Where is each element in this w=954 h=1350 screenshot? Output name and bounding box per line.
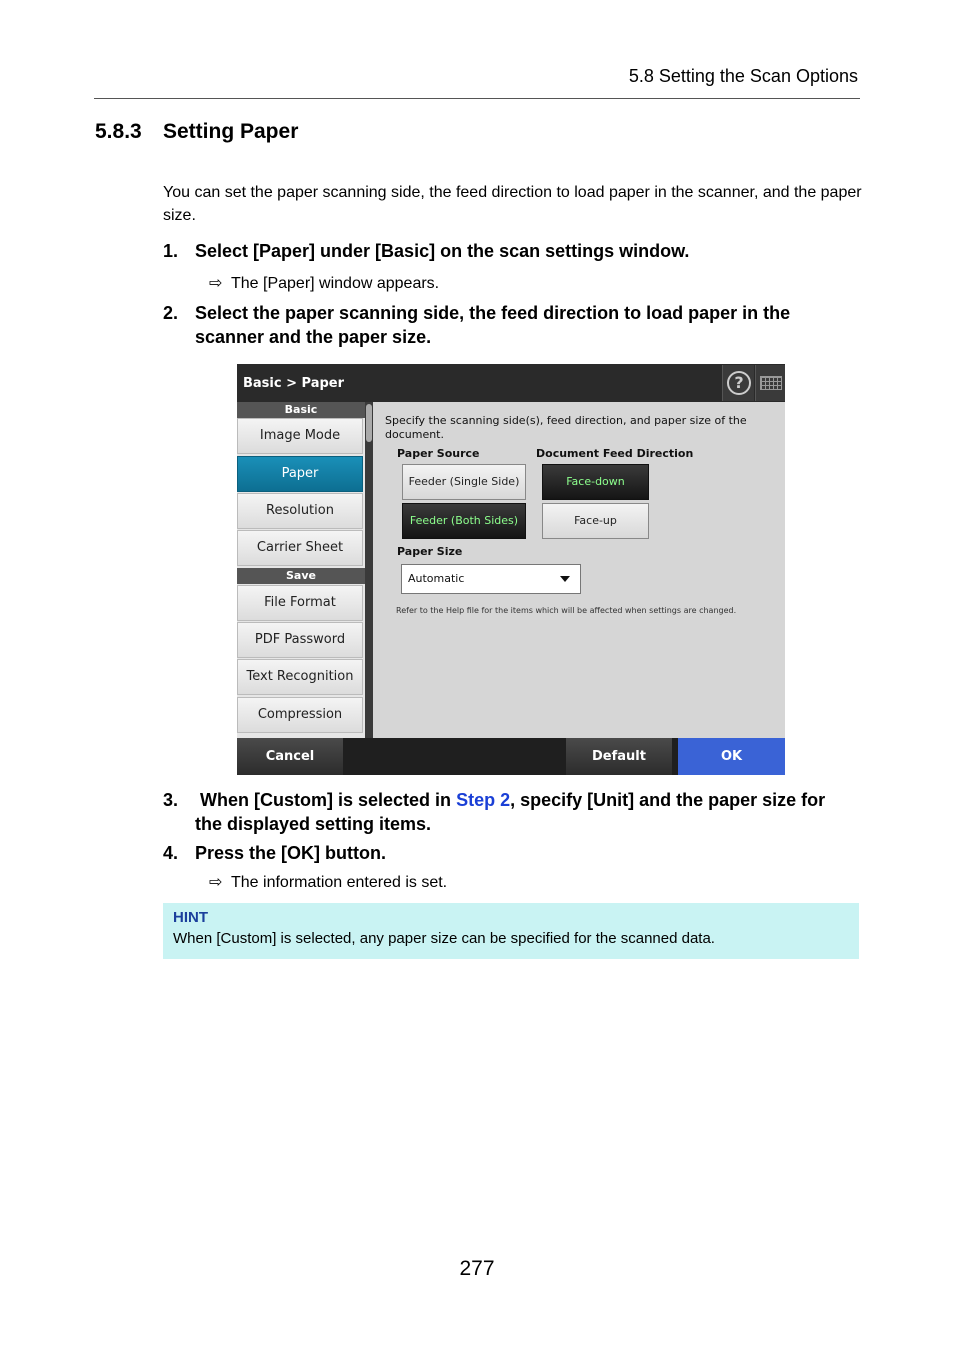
page-number: 277 — [459, 1257, 495, 1280]
header-rule — [94, 98, 860, 99]
step-4 — [163, 841, 853, 865]
chevron-down-icon — [560, 576, 570, 582]
hint-body: When [Custom] is selected, any paper size can be specified for the scanned data. — [173, 930, 715, 947]
running-header: 5.8 Setting the Scan Options — [628, 66, 858, 86]
hint-box — [163, 903, 859, 959]
sidebar-section-basic: Basic — [237, 402, 365, 418]
step-text: Select [Paper] under [Basic] on the scan settings window. — [195, 241, 690, 261]
sidebar-item-paper[interactable]: Paper — [237, 456, 363, 492]
step-4-result — [209, 872, 447, 892]
paper-size-select[interactable] — [401, 564, 581, 594]
result-text: The [Paper] window appears. — [231, 275, 440, 292]
section-heading — [95, 120, 298, 144]
sidebar-item-compression[interactable]: Compression — [237, 697, 363, 733]
step-1-result — [209, 273, 439, 293]
keyboard-icon — [760, 376, 782, 390]
sidebar-item-carrier-sheet[interactable]: Carrier Sheet — [237, 530, 363, 566]
ok-button[interactable]: OK — [678, 738, 785, 775]
result-arrow-icon: ⇨ — [209, 275, 223, 292]
result-arrow-icon: ⇨ — [209, 874, 223, 891]
paper-size-label: Paper Size — [397, 545, 463, 558]
feeder-both-sides-option[interactable]: Feeder (Both Sides) — [402, 503, 526, 539]
hint-title: HINT — [173, 909, 208, 926]
sidebar-item-text-recognition[interactable]: Text Recognition — [237, 659, 363, 695]
step-text: Press the [OK] button. — [195, 843, 387, 863]
face-up-option[interactable]: Face-up — [542, 503, 649, 539]
section-number: 5.8.3 — [95, 120, 142, 143]
step-number: 1. — [163, 241, 179, 261]
help-note: Refer to the Help file for the items which will be affected when settings are changed. — [396, 606, 737, 615]
sidebar-item-image-mode[interactable]: Image Mode — [237, 418, 363, 454]
step-3 — [163, 788, 853, 836]
feeder-single-side-option[interactable]: Feeder (Single Side) — [402, 464, 526, 500]
paper-source-label: Paper Source — [397, 447, 480, 460]
window-title: Basic > Paper — [243, 376, 345, 391]
sidebar-section-save: Save — [237, 568, 365, 584]
paper-settings-panel — [373, 402, 785, 738]
step-2-link[interactable]: Step 2 — [456, 790, 511, 810]
sidebar-item-file-format[interactable]: File Format — [237, 585, 363, 621]
step-text-pre: When [Custom] is selected in — [200, 790, 457, 810]
keyboard-button[interactable] — [755, 365, 785, 401]
sidebar-item-pdf-password[interactable]: PDF Password — [237, 622, 363, 658]
step-text-post: , specify [Unit] and the paper size for the displayed setting items. — [195, 790, 826, 834]
step-2 — [163, 301, 853, 349]
step-number: 2. — [163, 303, 179, 323]
scrollbar-thumb[interactable] — [366, 404, 372, 442]
step-number: 4. — [163, 843, 179, 863]
result-text: The information entered is set. — [231, 874, 448, 891]
help-icon: ? — [727, 371, 751, 395]
window-titlebar — [237, 364, 785, 402]
sidebar-scrollbar[interactable] — [365, 402, 373, 738]
cancel-button[interactable]: Cancel — [237, 738, 343, 775]
feed-direction-label: Document Feed Direction — [536, 447, 694, 460]
section-title: Setting Paper — [163, 120, 299, 143]
default-button[interactable]: Default — [566, 738, 672, 775]
intro-paragraph: You can set the paper scanning side, the feed direction to load paper in the scanner, and the paper size. — [163, 184, 862, 224]
step-text: Select the paper scanning side, the feed direction to load paper in the scanner and the paper size. — [195, 303, 791, 347]
face-down-option[interactable]: Face-down — [542, 464, 649, 500]
step-1 — [163, 239, 853, 263]
panel-description: Specify the scanning side(s), feed direction, and paper size of the document. — [385, 414, 747, 441]
step-number: 3. — [163, 790, 179, 810]
sidebar-item-resolution[interactable]: Resolution — [237, 493, 363, 529]
settings-sidebar — [237, 402, 365, 738]
scan-settings-screenshot — [237, 364, 785, 775]
help-button[interactable] — [722, 365, 754, 401]
step-text — [195, 788, 853, 836]
bottom-button-bar — [237, 738, 785, 775]
paper-size-value: Automatic — [408, 572, 465, 585]
